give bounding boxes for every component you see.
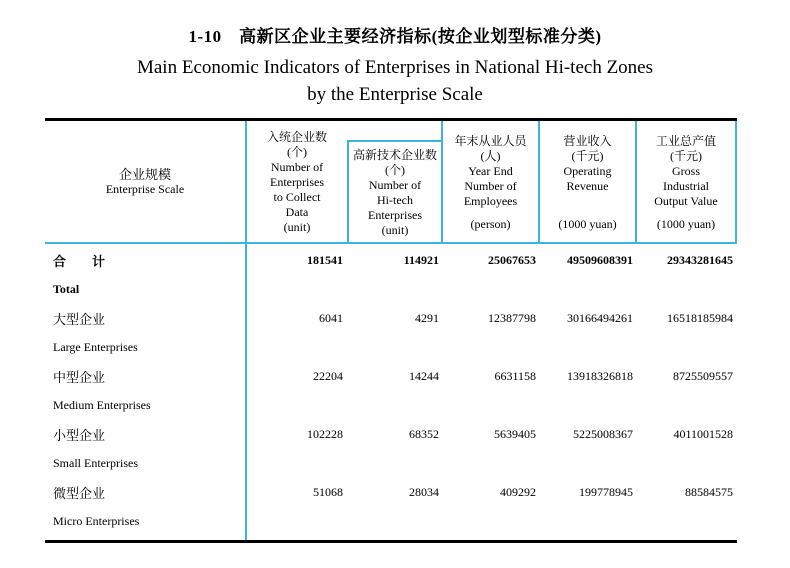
- cell-value: 4011001528: [673, 427, 733, 441]
- cell-value: 5639405: [494, 427, 536, 441]
- col-header-en-line: Enterprises: [270, 175, 324, 189]
- indicators-table: [45, 118, 737, 543]
- cell-value: 199778945: [579, 485, 633, 499]
- col-header-operating-revenue: [540, 121, 637, 242]
- col-header-zh: 入统企业数: [266, 130, 327, 144]
- cell-value: 6041: [319, 311, 343, 325]
- row-label-zh: 小型企业: [53, 428, 106, 443]
- cell-value: 49509608391: [567, 253, 633, 267]
- col-header-unit-zh: (千元): [670, 149, 702, 163]
- cell-value: 51068: [313, 485, 343, 499]
- table-title-en-line1: Main Economic Indicators of Enterprises in National Hi-tech Zones: [136, 57, 653, 78]
- cell-value: 29343281645: [667, 253, 733, 267]
- row-label-zh: 大型企业: [53, 312, 106, 327]
- col-header-en-line: Number of: [464, 179, 517, 193]
- col-header-en-line: Number of: [270, 160, 324, 174]
- row-label-en: Small Enterprises: [53, 456, 138, 470]
- table-body: [45, 244, 737, 543]
- col-header-zh: 营业收入: [563, 134, 612, 148]
- table-row-small: [45, 420, 737, 478]
- col-header-unit-en: (1000 yuan): [558, 217, 617, 231]
- cell-value: 102228: [307, 427, 343, 441]
- enterprise-scale-zh: 企业规模: [118, 166, 171, 182]
- table-row-micro: [45, 478, 737, 536]
- col-header-year-end-employees: [443, 121, 540, 242]
- row-label-zh: 合 计: [53, 254, 106, 269]
- col-header-unit-en: (1000 yuan): [656, 217, 716, 231]
- row-label-zh: 微型企业: [53, 486, 106, 501]
- cell-value: 25067653: [488, 253, 536, 267]
- cell-value: 114921: [403, 253, 439, 267]
- cell-value: 68352: [409, 427, 439, 441]
- col-header-zh: 年末从业人员: [454, 134, 527, 148]
- col-header-enterprises-collect-data: [247, 121, 347, 242]
- table-title-zh: 1-10 高新区企业主要经济指标(按企业划型标准分类): [188, 27, 602, 46]
- hitech-highlight-box: [347, 140, 441, 242]
- col-header-gross-industrial-output: [637, 121, 737, 242]
- col-header-en-line: Hi-tech: [377, 193, 413, 207]
- col-header-en-line: Industrial: [663, 179, 709, 193]
- row-label-en: Total: [53, 282, 80, 296]
- col-header-unit-en: (unit): [381, 223, 409, 237]
- cell-value: 30166494261: [567, 311, 633, 325]
- col-header-enterprise-scale: [45, 121, 247, 242]
- col-header-en-line: Year End: [468, 164, 513, 178]
- col-header-en-line: Operating: [563, 164, 612, 178]
- cell-value: 4291: [415, 311, 439, 325]
- row-label-zh: 中型企业: [53, 370, 106, 385]
- cell-value: 12387798: [488, 311, 536, 325]
- table-title-en-line2: by the Enterprise Scale: [307, 84, 483, 105]
- table-header-row: [45, 118, 737, 244]
- col-header-zh: 高新技术企业数: [352, 148, 437, 162]
- col-header-en-line: Output Value: [654, 194, 718, 208]
- table-row-total: [45, 246, 737, 304]
- col-header-en-line: Employees: [463, 194, 518, 208]
- cell-value: 409292: [500, 485, 536, 499]
- cell-value: 88584575: [685, 485, 733, 499]
- cell-value: 16518185984: [667, 311, 733, 325]
- cell-value: 5225008367: [573, 427, 633, 441]
- cell-value: 22204: [313, 369, 343, 383]
- col-header-en-line: Revenue: [566, 179, 609, 193]
- row-label-en: Micro Enterprises: [53, 514, 140, 528]
- table-row-large: [45, 304, 737, 362]
- col-header-unit-en: (person): [470, 217, 511, 231]
- col-header-en-line: to Collect: [273, 190, 321, 204]
- table-row-medium: [45, 362, 737, 420]
- cell-value: 8725509557: [673, 369, 733, 383]
- cell-value: 181541: [307, 253, 343, 267]
- col-header-hitech-enterprises: [347, 121, 443, 242]
- cell-value: 14244: [409, 369, 439, 383]
- col-header-en-line: Number of: [368, 178, 422, 192]
- col-header-unit-en: (unit): [283, 220, 311, 234]
- col-header-en-line: Gross: [671, 164, 700, 178]
- stub-column-divider: [245, 244, 247, 540]
- col-header-en-line: Enterprises: [368, 208, 422, 222]
- col-header-unit-zh: (个): [385, 163, 405, 177]
- cell-value: 28034: [409, 485, 439, 499]
- cell-value: 6631158: [494, 369, 536, 383]
- row-label-en: Medium Enterprises: [53, 398, 151, 412]
- row-label-en: Large Enterprises: [53, 340, 138, 354]
- col-header-unit-zh: (人): [480, 149, 501, 163]
- col-header-unit-zh: (个): [287, 145, 307, 159]
- enterprise-scale-en: Enterprise Scale: [105, 181, 185, 196]
- col-header-unit-zh: (千元): [571, 149, 604, 163]
- col-header-zh: 工业总产值: [655, 134, 716, 148]
- cell-value: 13918326818: [567, 369, 633, 383]
- col-header-en-line: Data: [285, 205, 309, 219]
